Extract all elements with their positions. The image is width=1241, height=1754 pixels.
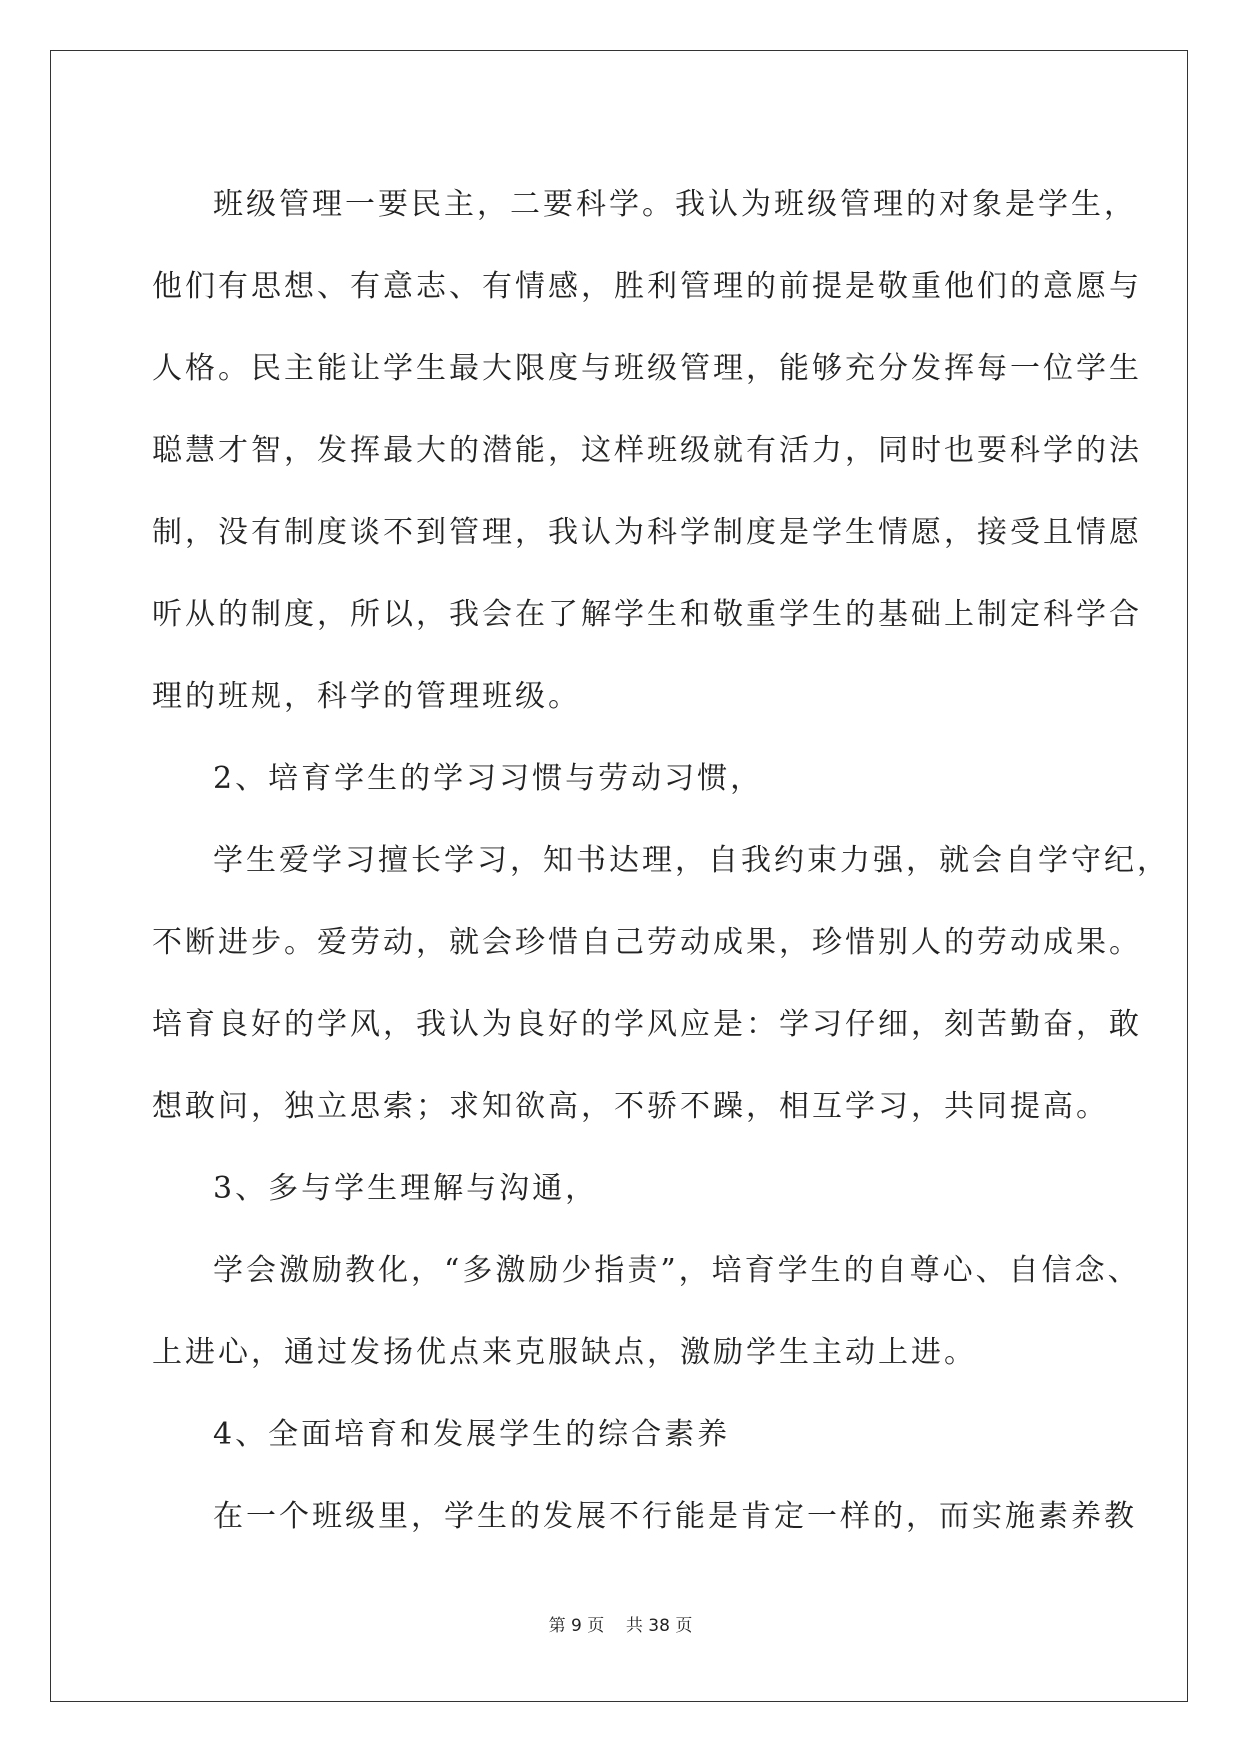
text-line: 4、全面培育和发展学生的综合素养 — [213, 1417, 731, 1452]
text-line: 学会激励教化，“多激励少指责”，培育学生的自尊心、自信念、 — [213, 1253, 1141, 1288]
document-body — [152, 164, 1170, 1558]
text-line: 听从的制度，所以，我会在了解学生和敬重学生的基础上制定科学合 — [152, 597, 1142, 632]
text-line: 在一个班级里，学生的发展不行能是肯定一样的，而实施素养教 — [213, 1499, 1137, 1534]
text-line: 理的班规，科学的管理班级。 — [152, 679, 581, 714]
text-line: 想敢问，独立思索；求知欲高，不骄不躁，相互学习，共同提高。 — [152, 1089, 1109, 1124]
text-line: 制，没有制度谈不到管理，我认为科学制度是学生情愿，接受且情愿 — [152, 515, 1142, 550]
page-footer — [0, 1611, 1241, 1636]
text-line: 他们有思想、有意志、有情感，胜利管理的前提是敬重他们的意愿与 — [152, 269, 1142, 304]
text-line: 人格。民主能让学生最大限度与班级管理，能够充分发挥每一位学生 — [152, 351, 1142, 386]
text-line: 培育良好的学风，我认为良好的学风应是：学习仔细，刻苦勤奋，敢 — [152, 1007, 1142, 1042]
text-line: 学生爱学习擅长学习，知书达理，自我约束力强，就会自学守纪， — [213, 843, 1170, 878]
text-line: 3、多与学生理解与沟通， — [213, 1171, 599, 1206]
text-line: 上进心，通过发扬优点来克服缺点，激励学生主动上进。 — [152, 1335, 977, 1370]
text-line: 班级管理一要民主，二要科学。我认为班级管理的对象是学生， — [213, 187, 1137, 222]
text-line: 不断进步。爱劳动，就会珍惜自己劳动成果，珍惜别人的劳动成果。 — [152, 925, 1142, 960]
text-line: 2、培育学生的学习习惯与劳动习惯， — [213, 761, 764, 796]
page-number: 第 9 页 共 38 页 — [548, 1616, 693, 1636]
text-line: 聪慧才智，发挥最大的潜能，这样班级就有活力，同时也要科学的法 — [152, 433, 1142, 468]
